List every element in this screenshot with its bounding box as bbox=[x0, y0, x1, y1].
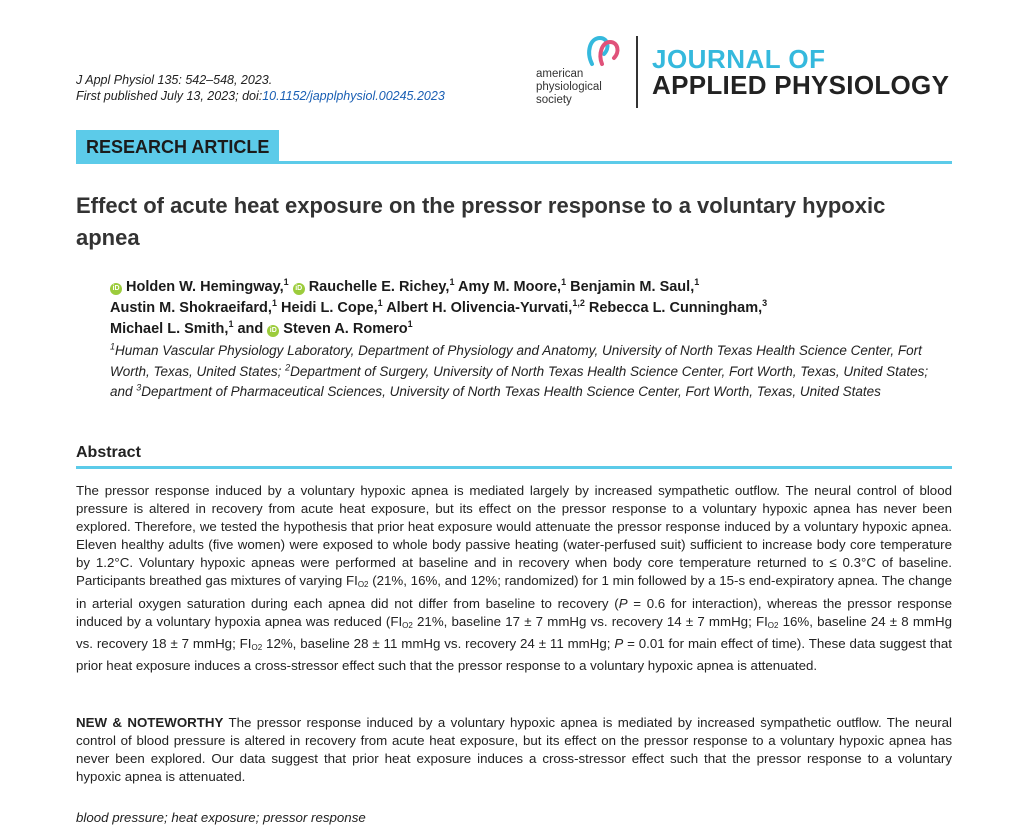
author-name[interactable]: Michael L. Smith,$^1$ bbox=[110, 319, 234, 337]
abstract-heading: Abstract bbox=[76, 444, 141, 461]
keywords: blood pressure; heat exposure; pressor response bbox=[76, 810, 366, 825]
banner-rule bbox=[76, 161, 952, 164]
aps-logo-icon bbox=[584, 34, 624, 70]
affiliation: $^1$Human Vascular Physiology Laboratory, Department of Physiology and Anatomy, University of North Texas Health Science Center, Fort Worth, Texas, United States; bbox=[110, 341, 922, 379]
abstract-rule bbox=[76, 466, 952, 469]
author-name[interactable]: iD Holden W. Hemingway,$^1$ bbox=[110, 279, 289, 295]
logo-divider bbox=[636, 36, 638, 108]
citation bbox=[76, 72, 445, 104]
fio2-symbol: $FI_{O2}$ bbox=[345, 573, 369, 590]
society-logo bbox=[536, 34, 636, 110]
author-name[interactable]: Amy M. Moore,$^1$ bbox=[457, 277, 567, 295]
article-type-banner: RESEARCH ARTICLE bbox=[76, 130, 279, 164]
article-title: Effect of acute heat exposure on the pressor response to a voluntary hypoxic apnea bbox=[76, 193, 886, 250]
citation-journal-line: J Appl Physiol 135: 542–548, 2023. bbox=[76, 73, 273, 87]
journal-name: JOURNAL OF APPLIED PHYSIOLOGY bbox=[652, 44, 950, 100]
orcid-icon[interactable]: iD bbox=[293, 283, 305, 295]
fio2-symbol: $FI_{O2}$ bbox=[755, 613, 779, 630]
author-name[interactable]: iD Steven A. Romero$^1$ bbox=[267, 321, 412, 337]
affiliation: $^2$Department of Surgery, University of North Texas Health Science Center, Fort Worth, Texas, United States; and bbox=[110, 362, 929, 399]
author-name[interactable]: Austin M. Shokraeifard,$^1$ bbox=[110, 298, 277, 316]
noteworthy-text: The pressor response induced by a voluntary hypoxic apnea is mediated by increased sympathetic outflow. The neural control of blood pressure is altered in recovery from acute heat exposure, but its effect on the pressor response to a voluntary hypoxic apnea has never been explored. Our data suggest that prior heat exposure induces a cross-stressor effect such that the pressor response to a voluntary hypoxic apnea is attenuated. bbox=[76, 715, 953, 785]
noteworthy-label: NEW & NOTEWORTHY bbox=[76, 715, 224, 730]
doi-link[interactable]: 10.1152/japplphysiol.00245.2023 bbox=[262, 89, 445, 103]
society-name: american physiological society bbox=[536, 68, 602, 106]
author-name[interactable]: Rebecca L. Cunningham,$^3$ bbox=[588, 298, 768, 316]
author-list bbox=[110, 277, 940, 340]
affiliation: $^3$Department of Pharmaceutical Sciences, University of North Texas Health Science Center, Fort Worth, Texas, United States bbox=[136, 382, 881, 399]
author-name[interactable]: Albert H. Olivencia-Yurvati,$^{1,2}$ bbox=[386, 298, 585, 316]
author-name[interactable]: Heidi L. Cope,$^1$ bbox=[281, 298, 383, 316]
citation-published-line: First published July 13, 2023; doi:10.1152/japplphysiol.00245.2023 bbox=[76, 89, 445, 103]
orcid-icon[interactable]: iD bbox=[267, 325, 279, 337]
fio2-symbol: $FI_{O2}$ bbox=[390, 613, 413, 630]
author-name[interactable]: and bbox=[237, 321, 264, 337]
new-and-noteworthy bbox=[76, 714, 952, 786]
fio2-symbol: $FI_{O2}$ bbox=[239, 635, 263, 652]
author-name[interactable]: Benjamin M. Saul,$^1$ bbox=[570, 277, 700, 295]
abstract-text: The pressor response induced by a voluntary hypoxic apnea is mediated largely by increased sympathetic outflow. The neural control of blood pressure is altered in recovery from acute heat exposure, but its effect on the pressor response to a voluntary hypoxic apnea has never been explored. Therefore, we tested the hypothesis that prior heat exposure would attenuate the pressor response induced by a voluntary hypoxic apnea. Eleven healthy adults (five women) were exposed to whole body passive heating (water-perfused suit) sufficient to increase body core temperature by 1.2°C. Voluntary hypoxic apneas were performed at baseline and in recovery when body core temperature returned to ≤ 0.3°C of baseline. Participants breathed gas mixtures of varying $FI_{O2}$ (21%, 16%, and 12%; randomized) for 1 min followed by a 15-s end-expiratory apnea. The change in arterial oxygen saturation during each apnea did not differ from baseline to recovery (P = 0.6 for interaction), whereas the pressor response induced by a voluntary hypoxia apnea was reduced ($FI_{O2}$ 21%, baseline 17 ± 7 mmHg vs. recovery 14 ± 7 mmHg; $FI_{O2}$ 16%, baseline 24 ± 8 mmHg vs. recovery 18 ± 7 mmHg; $FI_{O2}$ 12%, baseline 28 ± 11 mmHg vs. recovery 24 ± 11 mmHg; P = 0.01 for main effect of time). These data suggest that prior heat exposure induces a cross-stressor effect such that the pressor response to a voluntary hypoxic apnea is attenuated. bbox=[76, 483, 953, 673]
author-name[interactable]: iD Rauchelle E. Richey,$^1$ bbox=[293, 279, 455, 295]
affiliations bbox=[110, 341, 950, 403]
orcid-icon[interactable]: iD bbox=[110, 283, 122, 295]
